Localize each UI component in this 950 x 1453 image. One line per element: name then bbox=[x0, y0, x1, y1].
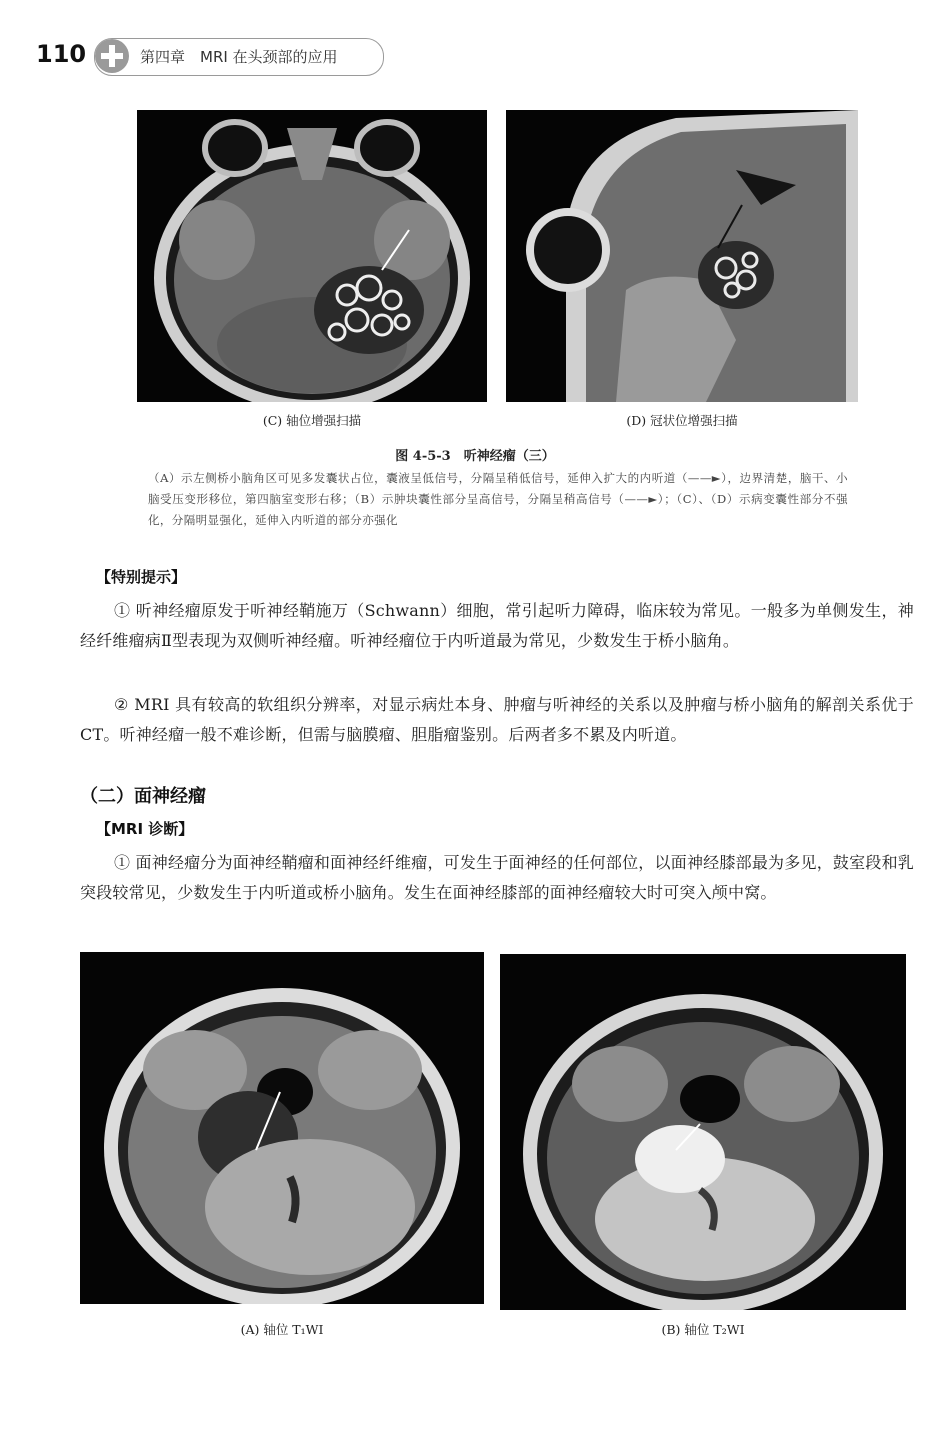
figure-caption-a: (A) 轴位 T₁WI bbox=[240, 1322, 324, 1337]
figure-caption-d: (D) 冠状位增强扫描 bbox=[626, 413, 738, 428]
mri-image-axial-t1wi bbox=[80, 952, 484, 1304]
plus-icon bbox=[95, 39, 129, 73]
paragraph-facial-1: ① 面神经瘤分为面神经鞘瘤和面神经纤维瘤，可发生于面神经的任何部位，以面神经膝部最为多见，鼓室段和乳突段较常见，少数发生于内听道或桥小脑角。发生在面神经膝部的面神经瘤较大时可突入颅中窝。 bbox=[80, 853, 914, 902]
figure-caption-b: (B) 轴位 T₂WI bbox=[661, 1322, 745, 1337]
paragraph-tip-1: ① 听神经瘤原发于听神经鞘施万（Schwann）细胞，常引起听力障碍，临床较为常见。一般多为单侧发生，神经纤维瘤病Ⅱ型表现为双侧听神经瘤。听神经瘤位于内听道最为常见，少数发生于桥小脑角。 bbox=[80, 601, 914, 650]
section-heading-facial-neuroma: （二）面神经瘤 bbox=[80, 786, 206, 807]
figure-caption: （A）示左侧桥小脑角区可见多发囊状占位，囊液呈低信号，分隔呈稍低信号，延伸入扩大的内听道（——►），边界清楚，脑干、小脑受压变形移位，第四脑室变形右移；（B）示肿块囊性部分呈高信号，分隔呈稍高信号（——►）；（C）、（D）示病变囊性部分不强化，分隔明显强化，延伸入内听道的部分亦强化 bbox=[148, 471, 848, 527]
figure-caption-c: (C) 轴位增强扫描 bbox=[262, 413, 362, 428]
subheading-mri-diagnosis: 【MRI 诊断】 bbox=[96, 820, 194, 838]
paragraph-tip-2: ② MRI 具有较高的软组织分辨率，对显示病灶本身、肿瘤与听神经的关系以及肿瘤与桥小脑角的解剖关系优于 CT。听神经瘤一般不难诊断，但需与脑膜瘤、胆脂瘤鉴别。后两者多不累及内听道。 bbox=[80, 695, 914, 744]
mri-image-coronal-enhanced bbox=[506, 110, 858, 402]
mri-image-axial-enhanced bbox=[137, 110, 487, 402]
mri-image-axial-t2wi bbox=[500, 954, 906, 1310]
section-heading-special-tips: 【特别提示】 bbox=[96, 568, 187, 586]
page-number: 110 bbox=[36, 40, 87, 68]
chapter-title: 第四章 MRI 在头颈部的应用 bbox=[140, 48, 338, 66]
figure-title: 图 4-5-3 听神经瘤（三） bbox=[395, 449, 555, 464]
